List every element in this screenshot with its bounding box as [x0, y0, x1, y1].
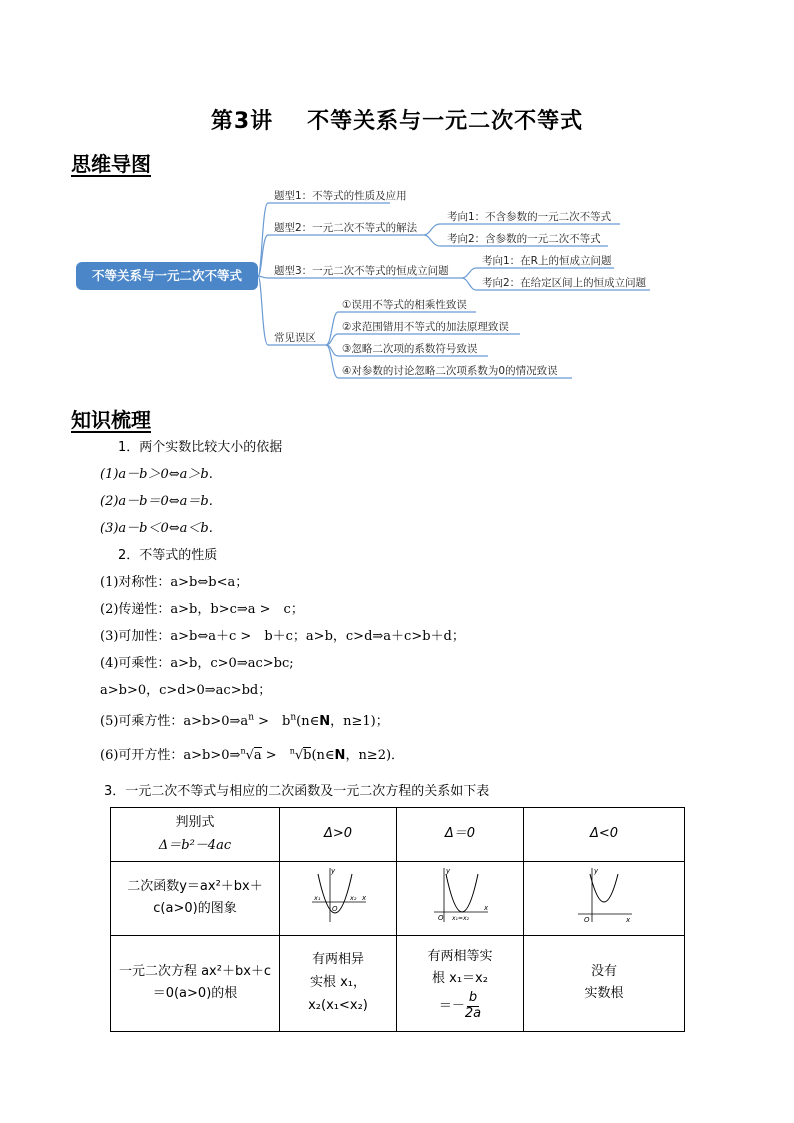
point2-line3: (3)可加性：a>b⇔a＋c > b＋c；a>b，c>d⇒a＋c>b＋d；	[100, 629, 465, 644]
radical-icon: √	[294, 748, 304, 763]
mindmap-e2: ②求范围错用不等式的加法原理致误	[342, 321, 509, 333]
point2-title: 2．不等式的性质	[118, 548, 218, 563]
point1-line3: (3)a－b＜0⇔a＜b.	[100, 521, 213, 536]
table-header-pos: Δ>0	[280, 808, 397, 862]
svg-text:y: y	[446, 867, 451, 875]
table-header-neg: Δ<0	[524, 808, 685, 862]
radical-icon: √	[245, 748, 254, 763]
point2-line4: (4)可乘性：a>b，c>0⇒ac>bc;	[100, 656, 294, 671]
mindmap-e3: ③忽略二次项的系数符号致误	[342, 343, 478, 355]
parabola-one-root-graph	[430, 864, 490, 924]
mindmap-q3: 题型3：一元二次不等式的恒成立问题	[274, 265, 449, 277]
knowledge-heading: 知识梳理	[71, 408, 151, 432]
point2-line2: (2)传递性：a>b，b>c⇒a > c；	[100, 602, 304, 617]
mindmap-q2: 题型2：一元二次不等式的解法	[274, 222, 418, 234]
relation-table	[110, 807, 685, 1032]
point3-title: 3．一元二次不等式与相应的二次函数及一元二次方程的关系如下表	[104, 784, 490, 799]
table-header-zero: Δ＝0	[397, 808, 524, 862]
point1-title: 1．两个实数比较大小的依据	[118, 440, 283, 455]
point2-line5: (5)可乘方性：$a>b>0\Rightarrow a^n$ > $b^n(n\in N$，n≥1)；	[100, 712, 389, 729]
mindmap-root: 不等关系与一元二次不等式	[76, 262, 258, 290]
graph-one-root	[397, 862, 524, 936]
svg-text:x₂: x₂	[350, 894, 357, 902]
roots-none: 没有 实数根	[524, 935, 685, 1031]
roots-two: 有两相异 实根 x₁， x₂(x₁<x₂)	[280, 935, 397, 1031]
svg-text:x: x	[626, 916, 631, 924]
mindmap-errors: 常见误区	[274, 332, 316, 344]
svg-text:x₁=x₂: x₁=x₂	[452, 915, 469, 922]
svg-text:O: O	[438, 914, 444, 922]
parabola-no-root-graph	[574, 864, 634, 924]
table-header-discriminant: 判别式 Δ＝b²－4ac	[111, 808, 280, 862]
point1-line2: (2)a－b＝0⇔a＝b.	[100, 494, 213, 509]
lecture-topic: 不等关系与一元二次不等式	[307, 109, 584, 134]
svg-text:x: x	[484, 904, 489, 912]
mindmap-q1: 题型1：不等式的性质及应用	[274, 190, 407, 202]
mindmap-heading: 思维导图	[71, 152, 151, 176]
svg-text:y: y	[594, 867, 599, 875]
point1-line1: (1)a－b＞0⇔a＞b.	[100, 467, 213, 482]
mindmap-q3b: 考向2：在给定区间上的恒成立问题	[482, 277, 647, 289]
table-row-roots-label: 一元二次方程 ax²＋bx＋c ＝0(a>0)的根	[111, 935, 280, 1031]
svg-text:x: x	[362, 894, 367, 902]
mindmap-e4: ④对参数的讨论忽略二次项系数为0的情况致误	[342, 365, 558, 377]
lecture-number: 第3讲	[210, 109, 274, 134]
svg-text:y: y	[331, 867, 336, 875]
fraction: $\frac{b}{2a}$	[464, 990, 482, 1021]
graph-two-roots	[280, 862, 397, 936]
table-row-graph-label: 二次函数y＝ax²＋bx＋ c(a>0)的图象	[111, 862, 280, 936]
mindmap-q3a: 考向1：在R上的恒成立问题	[482, 255, 612, 267]
point2-line6: (6)可开方性：a>b>0⇒$^n$√a > $^n$√b(n∈N，n≥2)．	[100, 746, 405, 763]
parabola-two-roots-graph	[308, 864, 368, 924]
svg-text:O: O	[584, 916, 590, 924]
graph-no-root	[524, 862, 685, 936]
mindmap-q2a: 考向1：不含参数的一元二次不等式	[447, 211, 612, 223]
mindmap-e1: ①误用不等式的相乘性致误	[342, 299, 467, 311]
mindmap-q2b: 考向2：含参数的一元二次不等式	[447, 233, 601, 245]
roots-one: 有两相等实 根 x₁＝x₂ ＝－ $\frac{b}{2a}$	[397, 935, 524, 1031]
svg-text:O: O	[332, 905, 338, 913]
point2-line1: (1)对称性：a>b⇔b<a；	[100, 575, 249, 590]
point2-line4b: a>b>0，c>d>0⇒ac>bd；	[100, 683, 272, 698]
svg-text:x₁: x₁	[314, 894, 321, 902]
